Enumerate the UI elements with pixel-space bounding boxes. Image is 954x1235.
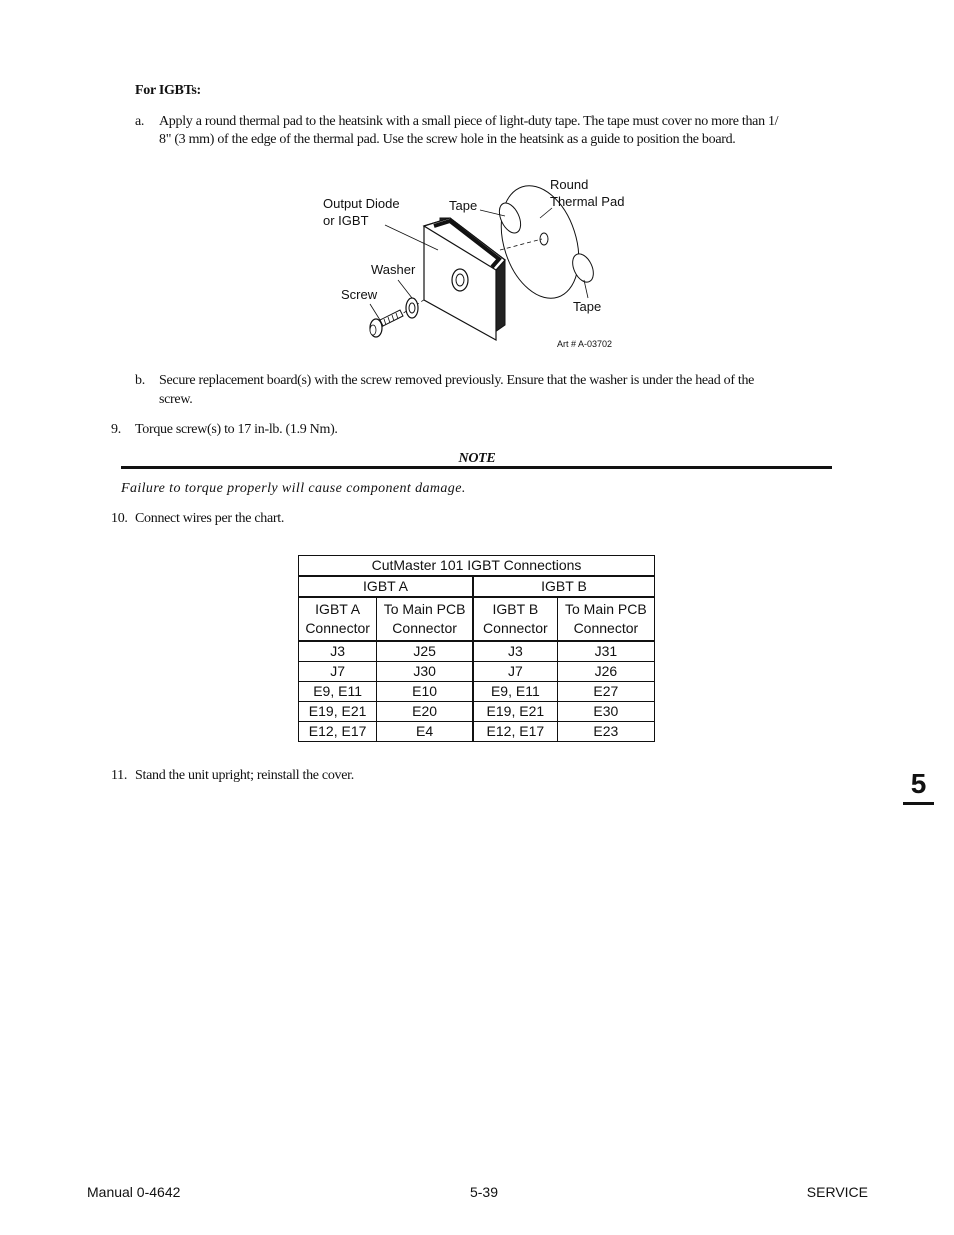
table-cell: E19, E21 bbox=[299, 702, 377, 722]
igbt-connections-table bbox=[298, 555, 655, 742]
table-cell: J7 bbox=[299, 662, 377, 682]
table-row bbox=[299, 662, 655, 682]
header-cell bbox=[377, 597, 473, 641]
table-cell: E10 bbox=[377, 682, 473, 702]
label-tape-bottom: Tape bbox=[573, 299, 602, 314]
table-cell: E19, E21 bbox=[473, 702, 557, 722]
footer-section-name: SERVICE bbox=[806, 1184, 868, 1200]
label-tape-top: Tape bbox=[449, 198, 478, 213]
step-10-marker: 10. bbox=[111, 511, 128, 526]
header-line: To Main PCB bbox=[565, 601, 647, 617]
screw-shank-shape bbox=[380, 310, 403, 326]
step-b-marker: b. bbox=[135, 373, 145, 388]
step-a-marker: a. bbox=[135, 114, 145, 129]
header-line: Connector bbox=[305, 620, 370, 636]
section-tab-rule bbox=[903, 802, 934, 805]
step-11-marker: 11. bbox=[111, 768, 128, 783]
table-cell: J30 bbox=[377, 662, 473, 682]
table-cell: E12, E17 bbox=[473, 722, 557, 742]
group-igbt-a: IGBT A bbox=[299, 576, 473, 597]
step-b-line2: screw. bbox=[159, 392, 193, 407]
table-row bbox=[299, 722, 655, 742]
header-line: Connector bbox=[483, 620, 548, 636]
label-washer: Washer bbox=[371, 262, 416, 277]
step-b-line1: Secure replacement board(s) with the screw removed previously. Ensure that the washer is under the head of the bbox=[159, 373, 755, 388]
step-10-text: Connect wires per the chart. bbox=[135, 511, 285, 526]
header-line: Connector bbox=[573, 620, 639, 636]
table-cell: E27 bbox=[557, 682, 654, 702]
group-igbt-b: IGBT B bbox=[473, 576, 655, 597]
art-number: Art # A-03702 bbox=[557, 339, 613, 349]
table-cell: E20 bbox=[377, 702, 473, 722]
header-cell bbox=[299, 597, 377, 641]
step-11-text: Stand the unit upright; reinstall the cover. bbox=[135, 768, 354, 783]
step-a-line2: 8" (3 mm) of the edge of the thermal pad. Use the screw hole in the heatsink as a guide to position the board. bbox=[159, 132, 736, 147]
table-row bbox=[299, 682, 655, 702]
table-cell: J31 bbox=[557, 641, 654, 662]
table-cell: E23 bbox=[557, 722, 654, 742]
step-a-line1: Apply a round thermal pad to the heatsink with a small piece of light-duty tape. The tape must cover no more than 1/ bbox=[159, 114, 779, 129]
header-line: To Main PCB bbox=[383, 601, 466, 617]
section-tab-number: 5 bbox=[910, 768, 927, 799]
note-title: NOTE bbox=[458, 451, 496, 466]
header-line: IGBT B bbox=[492, 601, 539, 617]
table-cell: J25 bbox=[377, 641, 473, 662]
table-cell: E4 bbox=[377, 722, 473, 742]
label-round: Round bbox=[550, 177, 589, 192]
note-rule bbox=[121, 466, 832, 469]
table-cell: E9, E11 bbox=[299, 682, 377, 702]
table-cell: J3 bbox=[473, 641, 557, 662]
header-line: IGBT A bbox=[315, 601, 361, 617]
note-text: Failure to torque properly will cause component damage. bbox=[121, 481, 466, 496]
label-thermal-pad: Thermal Pad bbox=[550, 194, 625, 209]
header-line: Connector bbox=[392, 620, 457, 636]
table-cell: E9, E11 bbox=[473, 682, 557, 702]
table-cell: J7 bbox=[473, 662, 557, 682]
header-cell bbox=[557, 597, 654, 641]
table-row bbox=[299, 702, 655, 722]
thermal-pad-diagram bbox=[300, 170, 660, 355]
table-cell: E12, E17 bbox=[299, 722, 377, 742]
header-cell bbox=[473, 597, 557, 641]
table-row bbox=[299, 641, 655, 662]
footer-manual-number: Manual 0-4642 bbox=[87, 1184, 181, 1200]
label-or-igbt: or IGBT bbox=[323, 213, 369, 228]
table-cell: E30 bbox=[557, 702, 654, 722]
table-cell: J26 bbox=[557, 662, 654, 682]
label-output-diode: Output Diode bbox=[323, 196, 400, 211]
label-screw: Screw bbox=[341, 287, 378, 302]
step-9-marker: 9. bbox=[111, 422, 121, 437]
table-title: CutMaster 101 IGBT Connections bbox=[299, 556, 655, 577]
section-heading: For IGBTs: bbox=[135, 83, 201, 98]
step-9-text: Torque screw(s) to 17 in-lb. (1.9 Nm). bbox=[135, 422, 338, 437]
table-cell: J3 bbox=[299, 641, 377, 662]
footer-page-number: 5-39 bbox=[469, 1184, 499, 1200]
